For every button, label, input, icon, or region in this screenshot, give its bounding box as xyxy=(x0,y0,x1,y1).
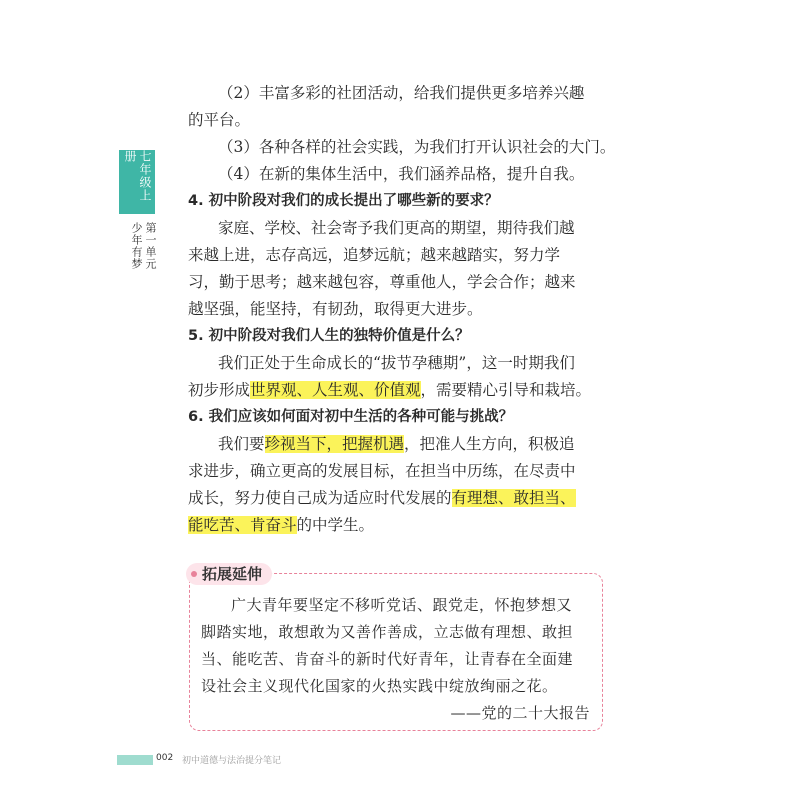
paragraph-line: 我们正处于生命成长的“拔节孕穗期”，这一时期我们 xyxy=(218,354,575,372)
paragraph-line xyxy=(188,512,608,539)
quote-line: 当、能吃苦、肯奋斗的新时代好青年，让青春在全面建 xyxy=(201,650,574,668)
unit-title: 少年有梦 xyxy=(130,222,143,270)
paragraph-line: （3）各种各样的社会实践，为我们打开认识社会的大门。 xyxy=(218,138,616,156)
quote-line: 设社会主义现代化国家的火热实践中绽放绚丽之花。 xyxy=(201,677,558,695)
highlighted-text: 能吃苦、肯奋斗 xyxy=(188,516,297,534)
paragraph-line: 家庭、学校、社会寄予我们更高的期望，期待我们越 xyxy=(218,219,575,237)
bullet-dot-icon xyxy=(191,571,197,577)
footer-accent-bar xyxy=(117,755,153,765)
paragraph-line xyxy=(188,431,608,458)
paragraph-line xyxy=(188,485,608,512)
unit-label xyxy=(130,222,157,270)
paragraph-line: 习，勤于思考；越来越包容，尊重他人，学会合作；越来 xyxy=(188,273,576,291)
text-segment: 我们要 xyxy=(218,435,265,453)
paragraph-line: 越坚强，能坚持，有韧劲，取得更大进步。 xyxy=(188,300,483,318)
highlighted-text: 世界观、人生观、价值观 xyxy=(250,381,421,399)
paragraph-line: 来越上进，志存高远，追梦远航；越来越踏实，努力学 xyxy=(188,246,561,264)
text-segment: ，需要精心引导和栽培。 xyxy=(420,381,592,399)
main-text xyxy=(188,80,616,539)
question-4-heading: 4. 初中阶段对我们的成长提出了哪些新的要求？ xyxy=(188,193,499,209)
book-title: 初中道德与法治提分笔记 xyxy=(182,756,282,766)
paragraph-line: 求进步，确立更高的发展目标，在担当中历练，在尽责中 xyxy=(188,462,576,480)
text-segment: ，把准人生方向，积极追 xyxy=(404,435,575,453)
grade-tab: 七年级上册 xyxy=(119,150,155,214)
question-6-heading: 6. 我们应该如何面对初中生活的各种可能与挑战？ xyxy=(188,409,514,425)
highlighted-text: 有理想、敢担当、 xyxy=(451,489,576,507)
extension-quote xyxy=(201,592,596,727)
quote-source: ——党的二十大报告 xyxy=(450,704,590,722)
page-number: 002 xyxy=(156,753,174,763)
paragraph-line: 的平台。 xyxy=(188,111,251,129)
paragraph-line: （4）在新的集体生活中，我们涵养品格，提升自我。 xyxy=(218,165,585,183)
text-segment: 的中学生。 xyxy=(296,516,375,534)
highlighted-text: 珍视当下，把握机遇 xyxy=(264,435,405,453)
quote-line: 广大青年要坚定不移听党话、跟党走，怀抱梦想又 xyxy=(231,596,573,614)
text-segment: 成长，努力使自己成为适应时代发展的 xyxy=(188,489,452,507)
extension-title-tag xyxy=(186,563,272,585)
text-segment: 初步形成 xyxy=(188,381,251,399)
unit-number: 第一单元 xyxy=(144,222,157,270)
paragraph-line xyxy=(188,377,608,404)
paragraph-line: （2）丰富多彩的社团活动，给我们提供更多培养兴趣 xyxy=(218,84,585,102)
extension-title: 拓展延伸 xyxy=(202,565,263,583)
question-5-heading: 5. 初中阶段对我们人生的独特价值是什么？ xyxy=(188,328,470,344)
quote-line: 脚踏实地，敢想敢为又善作善成，立志做有理想、敢担 xyxy=(201,623,574,641)
